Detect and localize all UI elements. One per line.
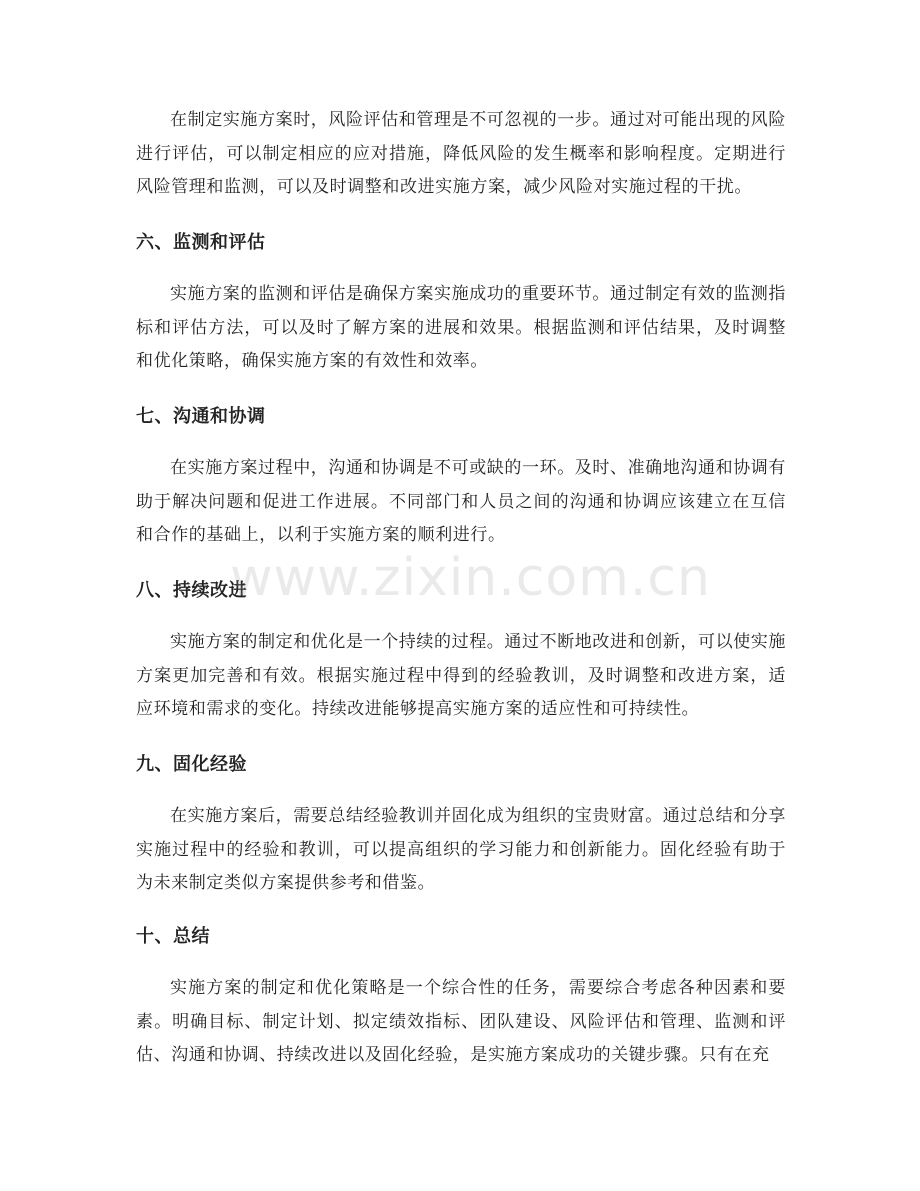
section-paragraph-6: 实施方案的监测和评估是确保方案实施成功的重要环节。通过制定有效的监测指标和评估方法，可以及时了解方案的进展和效果。根据监测和评估结果，及时调整和优化策略，确保实施方案的有效性和效率。 bbox=[136, 284, 786, 371]
section-heading-6: 六、监测和评估 bbox=[136, 232, 266, 253]
section-paragraph-10: 实施方案的制定和优化策略是一个综合性的任务，需要综合考虑各种因素和要素。明确目标、制定计划、拟定绩效指标、团队建设、风险评估和管理、监测和评估、沟通和协调、持续改进以及固化经验，是实施方案成功的关键步骤。只有在充 bbox=[136, 978, 786, 1065]
section-heading-10: 十、总结 bbox=[136, 926, 210, 947]
section-paragraph-7: 在实施方案过程中，沟通和协调是不可或缺的一环。及时、准确地沟通和协调有助于解决问题和促进工作进展。不同部门和人员之间的沟通和协调应该建立在互信和合作的基础上，以利于实施方案的顺利进行。 bbox=[136, 458, 786, 545]
section-heading-7: 七、沟通和协调 bbox=[136, 406, 266, 427]
section-heading-9: 九、固化经验 bbox=[136, 754, 247, 775]
section-paragraph-9: 在实施方案后，需要总结经验教训并固化成为组织的宝贵财富。通过总结和分享实施过程中的经验和教训，可以提高组织的学习能力和创新能力。固化经验有助于为未来制定类似方案提供参考和借鉴。 bbox=[136, 806, 786, 893]
watermark-text: www.zixin.com.cn bbox=[230, 548, 711, 608]
intro-paragraph: 在制定实施方案时，风险评估和管理是不可忽视的一步。通过对可能出现的风险进行评估，可以制定相应的应对措施，降低风险的发生概率和影响程度。定期进行风险管理和监测，可以及时调整和改进实施方案，减少风险对实施过程的干扰。 bbox=[136, 110, 786, 197]
section-heading-8: 八、持续改进 bbox=[136, 580, 247, 601]
section-paragraph-8: 实施方案的制定和优化是一个持续的过程。通过不断地改进和创新，可以使实施方案更加完善和有效。根据实施过程中得到的经验教训，及时调整和改进方案，适应环境和需求的变化。持续改进能够提高实施方案的适应性和可持续性。 bbox=[136, 632, 786, 719]
